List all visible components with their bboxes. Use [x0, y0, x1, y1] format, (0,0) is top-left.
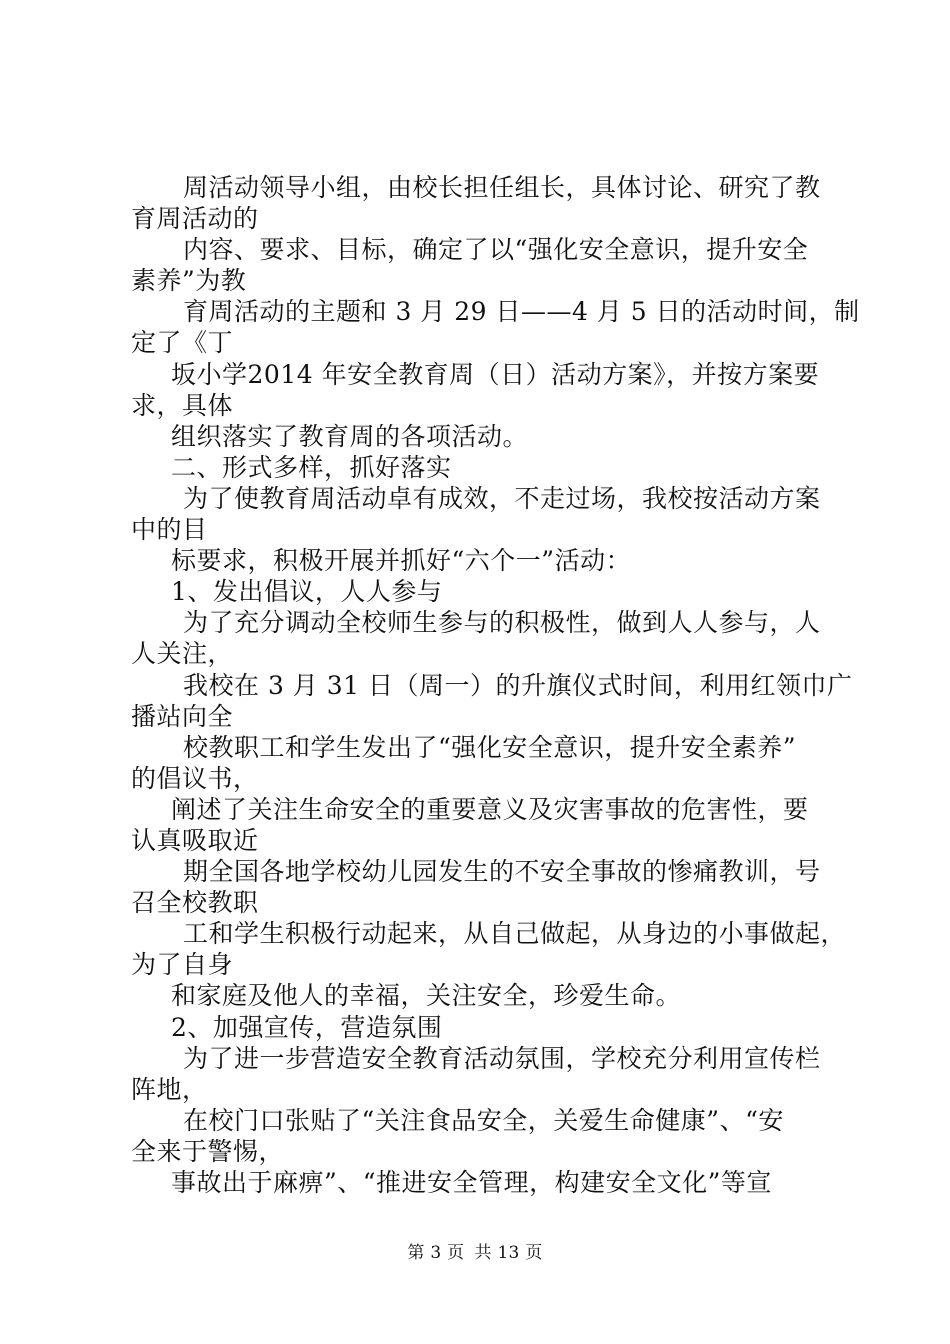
subsection-heading: 1、发出倡议，人人参与 — [171, 577, 443, 607]
text-line: 标要求，积极开展并抓好“六个一”活动： — [171, 546, 632, 576]
text-line: 坂小学2014 年安全教育周（日）活动方案》，并按方案要 — [171, 359, 820, 389]
text-line: 的倡议书， — [131, 763, 259, 793]
text-line: 组织落实了教育周的各项活动。 — [171, 421, 529, 451]
text-line: 素养”为教 — [131, 266, 247, 296]
text-line: 求，具体 — [131, 390, 234, 420]
text-line: 阐述了关注生命安全的重要意义及灾害事故的危害性，要 — [171, 794, 809, 824]
text-line: 人关注， — [131, 639, 234, 669]
text-line: 阵地， — [131, 1074, 208, 1104]
text-line: 育周活动的主题和 3 月 29 日——4 月 5 日的活动时间，制 — [183, 297, 860, 327]
text-line: 召全校教职 — [131, 888, 259, 918]
text-line: 中的目 — [131, 515, 208, 545]
text-line: 为了自身 — [131, 950, 234, 980]
text-line: 内容、要求、目标，确定了以“强化安全意识，提升安全 — [183, 235, 809, 265]
text-line: 全来于警惕， — [131, 1136, 285, 1166]
text-line: 为了使教育周活动卓有成效，不走过场，我校按活动方案 — [183, 483, 821, 513]
page-number: 第 3 页 — [407, 1243, 465, 1263]
text-line: 为了进一步营造安全教育活动氛围，学校充分利用宣传栏 — [183, 1043, 821, 1073]
text-line: 认真吸取近 — [131, 825, 259, 855]
text-line: 我校在 3 月 31 日（周一）的升旗仪式时间，利用红领巾广 — [183, 670, 853, 700]
text-line: 校教职工和学生发出了“强化安全意识，提升安全素养” — [183, 732, 797, 762]
text-line: 播站向全 — [131, 701, 234, 731]
text-line: 事故出于麻痹”、“推进安全管理，构建安全文化”等宣 — [171, 1168, 772, 1197]
document-body — [131, 172, 860, 1198]
text-line: 工和学生积极行动起来，从自己做起，从身边的小事做起， — [183, 919, 847, 949]
page-footer — [0, 1242, 950, 1264]
page-total: 共 13 页 — [474, 1243, 543, 1263]
text-line: 期全国各地学校幼儿园发生的不安全事故的惨痛教训，号 — [183, 857, 821, 887]
text-line: 在校门口张贴了“关注食品安全，关爱生命健康”、“安 — [183, 1105, 784, 1135]
text-line: 育周活动的 — [131, 204, 259, 234]
text-line: 定了《丁 — [131, 328, 234, 358]
text-line: 和家庭及他人的幸福，关注安全，珍爱生命。 — [171, 981, 682, 1011]
text-line: 为了充分调动全校师生参与的积极性，做到人人参与，人 — [183, 608, 821, 638]
text-line: 周活动领导小组，由校长担任组长，具体讨论、研究了教 — [183, 173, 821, 202]
section-heading: 二、形式多样，抓好落实 — [171, 452, 452, 482]
subsection-heading: 2、加强宣传，营造氛围 — [171, 1012, 443, 1042]
